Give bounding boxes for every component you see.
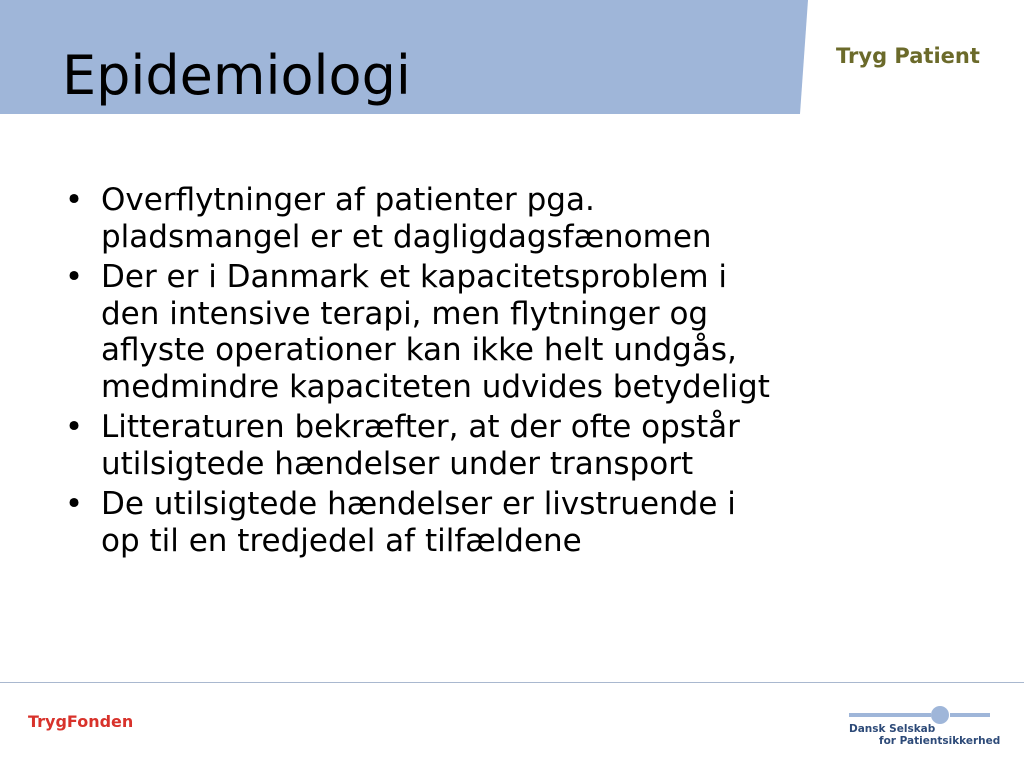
dsp-text-line2: for Patientsikkerhed bbox=[879, 735, 1001, 747]
bullet-dot: • bbox=[64, 259, 84, 295]
dansk-selskab-mark bbox=[846, 704, 996, 724]
bullet-item bbox=[64, 486, 964, 559]
bullet-line: den intensive terapi, men flytninger og bbox=[101, 295, 709, 332]
bullet-line: medmindre kapaciteten udvides betydeligt bbox=[101, 368, 770, 405]
bullet-line: Overflytninger af patienter pga. bbox=[101, 182, 595, 218]
dansk-selskab-logo bbox=[846, 704, 1001, 750]
bullet-line: Litteraturen bekræfter, at der ofte opstår bbox=[101, 409, 740, 445]
dsp-text-line1: Dansk Selskab bbox=[849, 723, 936, 735]
bullet-line: aflyste operationer kan ikke helt undgås, bbox=[101, 332, 737, 368]
bullet-line: De utilsigtede hændelser er livstruende i bbox=[101, 486, 736, 522]
bullet-line: Der er i Danmark et kapacitetsproblem i bbox=[101, 259, 728, 295]
bullet-item bbox=[64, 182, 964, 255]
bullet-list bbox=[64, 182, 964, 563]
bullet-line: op til en tredjedel af tilfældene bbox=[101, 522, 582, 559]
tryg-patient-logo: Tryg Patient bbox=[836, 44, 980, 68]
footer-divider bbox=[0, 682, 1024, 683]
bullet-item bbox=[64, 409, 964, 482]
bullet-item bbox=[64, 259, 964, 405]
bullet-line: utilsigtede hændelser under transport bbox=[101, 445, 694, 482]
dsp-bar-left bbox=[849, 713, 931, 717]
dsp-circle bbox=[931, 706, 949, 724]
dsp-bar-right bbox=[950, 713, 990, 717]
bullet-line: pladsmangel er et dagligdagsfænomen bbox=[101, 218, 712, 255]
bullet-dot: • bbox=[64, 409, 84, 445]
bullet-dot: • bbox=[64, 182, 84, 218]
slide-title: Epidemiologi bbox=[62, 44, 411, 107]
trygfonden-logo: TrygFonden bbox=[28, 712, 134, 731]
bullet-dot: • bbox=[64, 486, 84, 522]
